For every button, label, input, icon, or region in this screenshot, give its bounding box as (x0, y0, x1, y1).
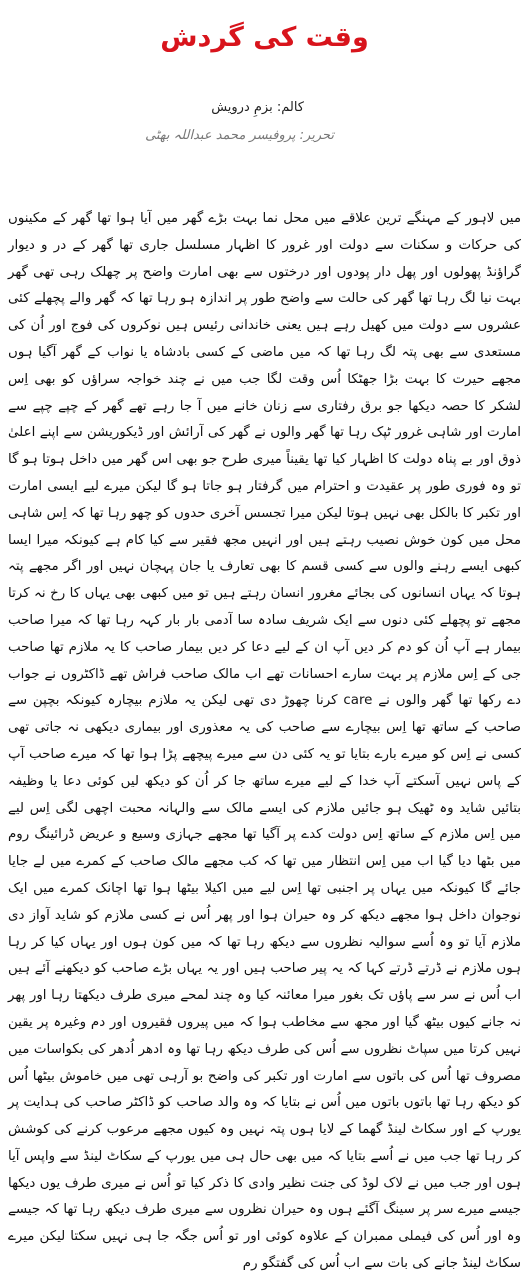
article-title: وقت کی گردش (160, 22, 369, 53)
author-byline: تحریر: پروفیسر محمد عبداللہ بھٹی (145, 128, 334, 143)
column-name: کالم: بزمِ درویش (211, 100, 304, 115)
article-body: میں لاہور کے مہنگے ترین علاقے میں محل نما بہت بڑے گھر میں آیا ہوا تھا گھر کے مکینوں کی حرکات و سکنات سے دولت اور غرور کا اظہار مسلسل جاری تھا گھر کے در و دیوار گراؤنڈ پھولوں اور پھل دار پودوں اور درختوں سے بھی امارت واضح پر چھلک رہی تھی گھر بہت نیا لگ رہا تھا گھر کی حالت سے واضح طور پر اندازہ ہو رہا تھا کہ گھر والے پچھلے کئی عشروں سے دولت میں کھیل رہے ہیں یعنی خاندانی رئیس ہیں نوکروں کی فوج اور اُن کی مستعدی سے بھی پتہ لگ رہا تھا کہ میں ماضی کے کسی بادشاہ یا نواب کے گھر آگیا ہوں مجھے حیرت کا بہت بڑا جھٹکا اُس وقت لگا جب میں نے چند خواجہ سراؤں کو بھی اِس لشکر کا حصہ دیکھا جو برق رفتاری سے زنان خانے میں آ جا رہے تھے گھر کے چپے چپے سے امارت اور شاہی غرور ٹپک رہا تھا گھر والوں نے گھر کی آرائش اور ڈیکوریشن سے اپنے اعلیٰ ذوق اور بے پناہ دولت کا اظہار کیا تھا یقیناً میری طرح جو بھی اس گھر میں داخل ہوتا ہو گا تو وہ فوری طور پر عقیدت و احترام میں گرفتار ہو جاتا ہو گا لیکن میرے لیے ایسی امارت اور تکبر کا بالکل بھی نہیں ہوتا لیکن میرا تجسس آخری حدوں کو چھو رہا تھا کہ اِس شاہی محل میں کون خوش نصیب رہتے ہیں اور انہیں مجھ فقیر سے کیا کام ہے کیونکہ میرا ایسا کبھی ایسے رہنے والوں سے کسی قسم کا بھی تعارف یا جان پہچان نہیں اور اگر مجھے پتہ ہوتا کہ یہاں انسانوں کی بجائے مغرور انسان رہتے ہیں تو میں کبھی بھی یہاں کا رخ نہ کرتا مجھے تو پچھلے کئی دنوں سے ایک شریف سادہ سا آدمی بار بار کہہ رہا تھا کہ میرا صاحب بیمار ہے آپ اُن کو دم کر دیں آپ ان کے لیے دعا کر دیں بیمار صاحب کا یہ ملازم تھا صاحب جی کے اِس ملازم پر بہت سارے احسانات تھے اب مالک صاحب فراش تھے ڈاکٹروں نے جواب دے رکھا تھا گھر والوں نے care کرنا چھوڑ دی تھی لیکن یہ ملازم بیچارہ کیونکہ بچپن سے صاحب کے ساتھ تھا اِس بیچارے سے صاحب کی یہ معذوری اور بیماری دیکھی نہ جاتی تھی کسی نے اِس کو میرے بارے بتایا تو یہ کئی دن سے میرے پیچھے پڑا ہوا تھا کہ میرے صاحب آپ کے پاس نہیں آسکتے آپ خدا کے لیے میرے ساتھ جا کر اُن کو دیکھ لیں کوئی دعا یا وظیفہ بتائیں شاید وہ ٹھیک ہو جائیں ملازم کی ایسے مالک سے والہانہ محبت اچھی لگی اِس لیے میں اِس ملازم کے ساتھ اِس دولت کدے پر آگیا تھا مجھے جہازی وسیع و عریض ڈرائینگ روم میں بٹھا دیا گیا اب میں اِس انتظار میں تھا کہ کب مجھے مالک صاحب کے کمرے میں لے جایا جائے گا کیونکہ میں یہاں پر اجنبی تھا اِس لیے میں اکیلا بیٹھا ہوا تھا اچانک کمرے میں ایک نوجوان داخل ہوا مجھے دیکھ کر وہ حیران ہوا اور پھر اُس نے کسی ملازم کو شاید آواز دی ملازم آیا تو وہ اُسے سوالیہ نظروں سے دیکھ رہا تھا کہ میں کون ہوں اور یہاں کیا کر رہا ہوں ملازم نے ڈرتے ڈرتے کہا کہ یہ پیر صاحب ہیں اور یہ یہاں بڑے صاحب کو دیکھنے آئے ہیں اب اُس نے سر سے پاؤں تک بغور میرا معائنہ کیا وہ چند لمحے میری طرف دیکھتا رہا اور پھر نہ جانے کیوں بیٹھ گیا اور مجھ سے مخاطب ہوا کہ میں پیروں فقیروں اور دم وغیرہ پر یقین نہیں کرتا میں سپاٹ نظروں سے اُس کی طرف دیکھ رہا تھا وہ ادھر اُدھر کی بکواسات میں مصروف تھا اُس کی باتوں سے امارت اور تکبر کی واضح بو آرہی تھی میں خاموش بیٹھا اُس کو دیکھ رہا تھا باتوں باتوں میں اُس نے بتایا کہ وہ والد صاحب کو ڈاکٹر صاحب کی ہدایت پر یورپ کے اور سکاٹ لینڈ گھما کے لایا ہوں پتہ نہیں وہ کیوں مجھے مرعوب کرنے کی کوشش کر رہا تھا جب میں نے اُسے بتایا کہ میں بھی حال ہی میں یورپ کے سکاٹ لینڈ سے واپس آیا ہوں اور جب میں نے لاک لوڈ کی جنت نظیر وادی کا ذکر کیا تو اُس نے میری طرف یوں دیکھا جیسے میرے سر پر سینگ آگئے ہوں وہ حیران نظروں سے میری طرف دیکھ رہا تھا کہ جیسے وہ اور اُس کی فیملی ممبران کے علاوہ کوئی اور تو اُس جگہ جا ہی نہیں سکتا لیکن میرے سکاٹ لینڈ جانے کی بات سے اب اُس کی گفتگو رم (8, 211, 521, 1272)
